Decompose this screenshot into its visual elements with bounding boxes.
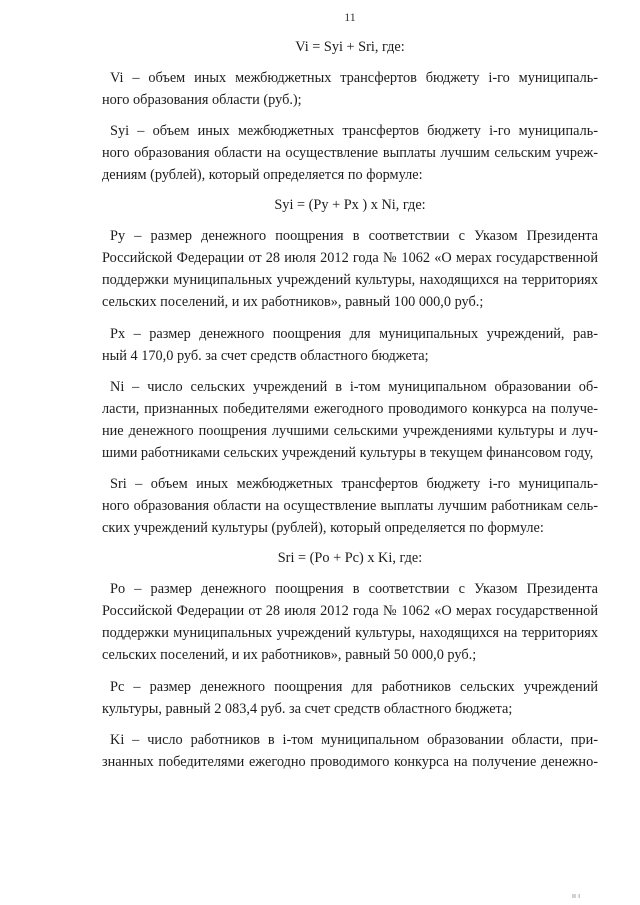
paragraph-line: поддержки муниципальных учреждений культуры, находящихся на территориях	[102, 625, 598, 641]
paragraph-line: ный 4 170,0 руб. за счет средств областного бюджета;	[102, 348, 429, 364]
paragraph-line: Российской Федерации от 28 июля 2012 года № 1062 «О мерах государственной	[102, 603, 598, 619]
paragraph-line: ного образования области на осуществление выплаты лучшим сельским учреж-	[102, 145, 598, 161]
paragraph-line: ние денежного поощрения лучшими сельскими учреждениями культуры и луч-	[102, 423, 598, 439]
paragraph-line: Px – размер денежного поощрения для муниципальных учреждений, рав-	[110, 326, 598, 342]
paragraph-line: дениям (рублей), который определяется по формуле:	[102, 167, 423, 183]
page-number: 11	[344, 10, 356, 24]
paragraph-line: знанных победителями ежегодно проводимого конкурса на получение денежно-	[102, 754, 598, 770]
paragraph-line: Ki – число работников в i-том муниципальном образовании области, при-	[110, 732, 598, 748]
formula-vi: Vi = Syi + Sri, где:	[295, 39, 405, 55]
paragraph-line: сельских поселений, и их работников», равный 50 000,0 руб.;	[102, 647, 477, 663]
paragraph-line: ного образования области на осуществление выплаты лучшим работникам сель-	[102, 498, 598, 514]
paragraph-line: Российской Федерации от 28 июля 2012 года № 1062 «О мерах государственной	[102, 250, 598, 266]
paragraph-line: ских учреждений культуры (рублей), который определяется по формуле:	[102, 520, 544, 536]
paragraph-line: Po – размер денежного поощрения в соответствии с Указом Президента	[110, 581, 598, 597]
paragraph-line: ного образования области (руб.);	[102, 92, 302, 108]
paragraph-line: шими работниками сельских учреждений культуры в текущем финансовом году,	[102, 445, 594, 461]
paragraph-line: сельских поселений, и их работников», равный 100 000,0 руб.;	[102, 294, 484, 310]
paragraph-line: Vi – объем иных межбюджетных трансфертов бюджету i-го муниципаль-	[110, 70, 598, 86]
formula-syi: Syi = (Py + Px ) x Ni, где:	[274, 197, 426, 213]
document-page	[102, 0, 598, 905]
formula-sri: Sri = (Po + Pc) x Ki, где:	[277, 550, 423, 566]
footer-mark: ıı ı	[572, 892, 581, 900]
paragraph-line: Syi – объем иных межбюджетных трансфертов бюджету i-го муниципаль-	[110, 123, 598, 139]
paragraph-line: Py – размер денежного поощрения в соответствии с Указом Президента	[110, 228, 598, 244]
paragraph-line: поддержки муниципальных учреждений культуры, находящихся на территориях	[102, 272, 598, 288]
paragraph-line: Pc – размер денежного поощрения для работников сельских учреждений	[110, 679, 598, 695]
paragraph-line: ласти, признанных победителями ежегодного проводимого конкурса на получе-	[102, 401, 598, 417]
paragraph-line: культуры, равный 2 083,4 руб. за счет средств областного бюджета;	[102, 701, 513, 717]
paragraph-line: Sri – объем иных межбюджетных трансфертов бюджету i-го муниципаль-	[110, 476, 598, 492]
paragraph-line: Ni – число сельских учреждений в i-том муниципальном образовании об-	[110, 379, 598, 395]
